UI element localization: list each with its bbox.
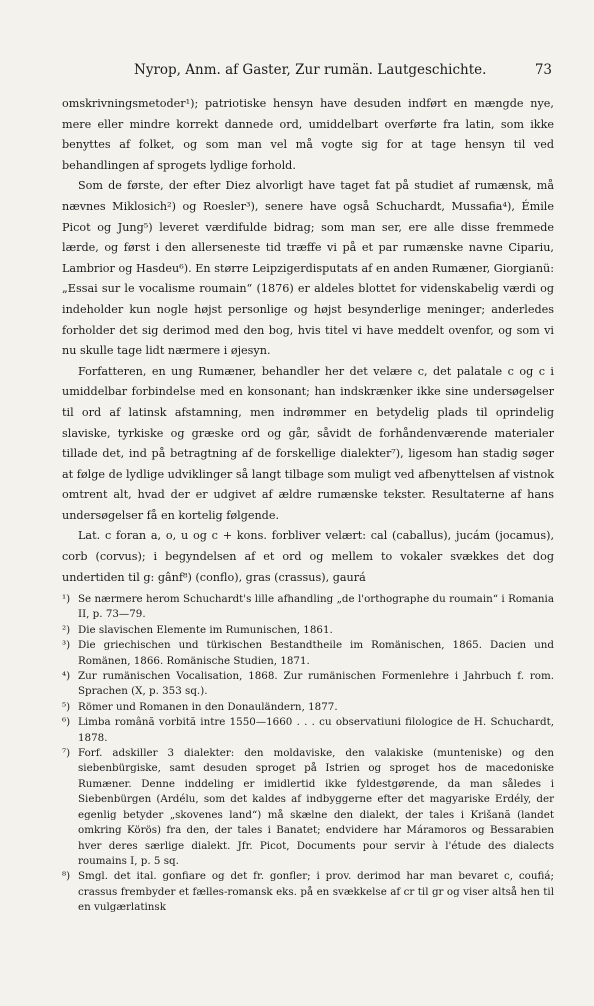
paragraph: Som de første, der efter Diez alvorligt have taget fat på studiet af rumænsk, må nævnes Miklosich²) og Roesler³), senere have også Schuchardt, Mussafia⁴), Émile Picot og Jung⁵) leveret værdifulde bidrag; som man ser, ere alle disse fremmede lærde, og først i den allerseneste tid træffe vi på et par rumænske navne Cipariu, Lambrior og Hasdeu⁶). En større Leipzigerdisputats af en anden Rumæner, Giorgianü: „Essai sur le vocalisme roumain“ (1876) er aldeles blottet for videnskabelig værdi og indeholder kun nogle højst personlige og højst besynderlige meninger; anderledes forholder det sig derimod med den bog, hvis titel vi have meddelt ovenfor, og som vi nu skulle tage lidt nærmere i øjesyn. xyxy=(62,179,554,358)
footnote-marker: ⁴) xyxy=(62,670,71,683)
footnote-marker: ⁶) xyxy=(62,716,71,729)
paragraph: omskrivningsmetoder¹); patriotiske hensyn have desuden indført en mængde nye, mere eller mindre korrekt dannede ord, umiddelbart overførte fra latin, som ikke benyttes af folket, og som man vel må vogte sig for at tage hensyn til ved behandlingen af sprogets lydlige forhold. xyxy=(62,97,554,172)
footnote xyxy=(62,715,554,746)
footnote-marker: ³) xyxy=(62,639,71,652)
footnote-marker: ¹) xyxy=(62,593,71,605)
running-title: Nyrop, Anm. af Gaster, Zur rumän. Lautgeschichte. xyxy=(134,62,487,78)
footnote-text: Die slavischen Elemente im Rumunischen, 1861. xyxy=(78,623,333,636)
footnote-marker: ⁸) xyxy=(62,870,71,883)
footnote-text: Smgl. det ital. gonfiare og det fr. gonfler; i prov. derimod har man bevaret c, coufiá; crassus frembyder et fælles-romansk eks. på en svækkelse af cr til gr og viser altså hen til en vulgærlatinsk xyxy=(78,870,554,914)
footnote-text: Zur rumänischen Vocalisation, 1868. Zur rumänischen Formenlehre i Jahrbuch f. rom. Sprachen (X, p. 353 sq.). xyxy=(78,670,554,698)
footnote-text: Se nærmere herom Schuchardt's lille afhandling „de l'orthographe du roumain“ i Romania II, p. 73—79. xyxy=(78,593,554,621)
footnote-marker: ⁷) xyxy=(62,747,71,760)
body-text xyxy=(62,94,554,588)
footnote-text: Forf. adskiller 3 dialekter: den moldaviske, den valakiske (munteniske) og den siebenbürgiske, samt desuden sproget på Istrien og sproget hos de macedoniske Rumæner. Denne inddeling er imidlertid ikke fyldestgørende, da man således i Siebenbürgen (Ardélu, som det kaldes af indbyggerne efter det magyariske Erdély, der egenlig betyder „skovenes land“) må skælne den dialekt, der tales i Krišană (landet omkring Körös) fra den, der tales i Banatet; endvidere har Máramoros og Bessarabien hver deres særlige dialekt. Jfr. Picot, Documents pour servir à l'étude des dialects roumains I, p. 5 sq. xyxy=(78,747,554,867)
paragraph: Forfatteren, en ung Rumæner, behandler her det velære c, det palatale c og c i umiddelbar forbindelse med en konsonant; han indskrænker ikke sine undersøgelser til ord af latinsk afstamning, men indrømmer en betydelig plads til oprindelig slaviske, tyrkiske og græske ord og går, såvidt de forhåndenværende materialer tillade det, ind på betragtning af de forskellige dialekter⁷), ligesom han stadig søger at følge de lydlige udviklinger så langt tilbage som muligt ved afbenyttelsen af vistnok omtrent alt, hvad der er udgivet af ældre rumænske tekster. Resultaterne af hans undersøgelser få en kortelig følgende. xyxy=(62,364,554,522)
footnote xyxy=(62,746,554,869)
footnote xyxy=(62,669,554,700)
page-number: 73 xyxy=(534,62,552,78)
footnote-text: Römer und Romanen in den Donauländern, 1877. xyxy=(78,700,338,713)
footnote-marker: ⁵) xyxy=(62,700,71,713)
running-header xyxy=(62,58,552,82)
footnote xyxy=(62,869,554,915)
footnote xyxy=(62,592,554,623)
footnote-text: Limba română vorbită intre 1550—1660 . . . cu observatiuni filologice de H. Schuchardt, 1878. xyxy=(78,716,554,744)
footnote-marker: ²) xyxy=(62,623,71,636)
paragraph: Lat. c foran a, o, u og c + kons. forbliver velært: cal (caballus), jucám (jocamus), corb (corvus); i begyndelsen af et ord og mellem to vokaler svækkes det dog undertiden til g: gânf⁸) (conflo), gras (crassus), gaurá xyxy=(62,529,554,584)
footnote-text: Die griechischen und türkischen Bestandtheile im Romänischen, 1865. Dacien und Romänen, 1866. Romänische Studien, 1871. xyxy=(78,639,554,667)
footnote xyxy=(62,623,554,638)
footnotes xyxy=(62,592,554,916)
footnote xyxy=(62,700,554,715)
footnote xyxy=(62,638,554,669)
